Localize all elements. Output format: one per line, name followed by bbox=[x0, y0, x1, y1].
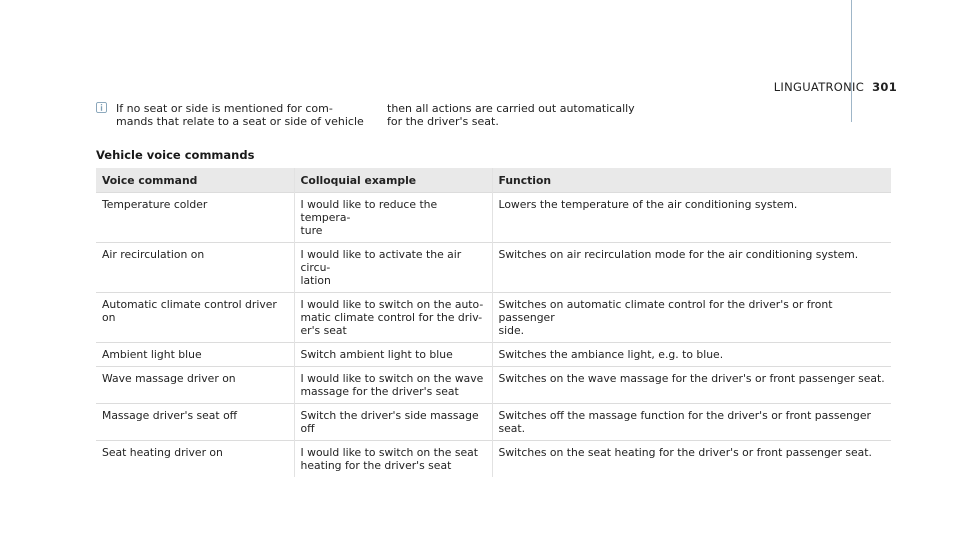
running-head-section: LINGUATRONIC bbox=[773, 80, 865, 94]
cell-function: Lowers the temperature of the air conditioning system. bbox=[492, 193, 891, 243]
column-header-colloquial-example: Colloquial example bbox=[294, 168, 492, 193]
cell-voice-command: Air recirculation on bbox=[96, 243, 294, 293]
cell-function: Switches the ambiance light, e.g. to blue. bbox=[492, 343, 891, 367]
cell-function: Switches off the massage function for the driver's or front passenger seat. bbox=[492, 404, 891, 441]
cell-function: Switches on the seat heating for the driver's or front passenger seat. bbox=[492, 441, 891, 478]
table-row bbox=[96, 441, 891, 478]
cell-voice-command: Ambient light blue bbox=[96, 343, 294, 367]
page-number: 301 bbox=[872, 80, 897, 94]
running-head bbox=[774, 80, 897, 94]
column-header-voice-command: Voice command bbox=[96, 168, 294, 193]
cell-function: Switches on air recirculation mode for the air conditioning system. bbox=[492, 243, 891, 293]
cell-colloquial-example: Switch the driver's side massage off bbox=[294, 404, 492, 441]
cell-voice-command: Seat heating driver on bbox=[96, 441, 294, 478]
table-row bbox=[96, 193, 891, 243]
cell-colloquial-example: I would like to switch on the wave massage for the driver's seat bbox=[294, 367, 492, 404]
cell-voice-command: Temperature colder bbox=[96, 193, 294, 243]
cell-voice-command: Automatic climate control driver on bbox=[96, 293, 294, 343]
cell-colloquial-example: I would like to activate the air circu- lation bbox=[294, 243, 492, 293]
cell-colloquial-example: I would like to switch on the auto- matic climate control for the driv- er's seat bbox=[294, 293, 492, 343]
table-row bbox=[96, 343, 891, 367]
cell-voice-command: Wave massage driver on bbox=[96, 367, 294, 404]
table-row bbox=[96, 367, 891, 404]
note-text-column-1: If no seat or side is mentioned for com- mands that relate to a seat or side of vehicle bbox=[116, 102, 364, 128]
table-header-row bbox=[96, 168, 891, 193]
cell-colloquial-example: I would like to switch on the seat heating for the driver's seat bbox=[294, 441, 492, 478]
header-vertical-rule bbox=[851, 0, 852, 122]
cell-colloquial-example: Switch ambient light to blue bbox=[294, 343, 492, 367]
column-header-function: Function bbox=[492, 168, 891, 193]
table-row bbox=[96, 243, 891, 293]
info-icon bbox=[96, 102, 107, 113]
table-row bbox=[96, 404, 891, 441]
cell-function: Switches on the wave massage for the driver's or front passenger seat. bbox=[492, 367, 891, 404]
note-text-column-2: then all actions are carried out automatically for the driver's seat. bbox=[387, 102, 635, 128]
cell-function: Switches on automatic climate control for the driver's or front passenger side. bbox=[492, 293, 891, 343]
cell-colloquial-example: I would like to reduce the tempera- ture bbox=[294, 193, 492, 243]
table-row bbox=[96, 293, 891, 343]
section-title: Vehicle voice commands bbox=[96, 148, 255, 162]
voice-commands-table bbox=[96, 168, 891, 477]
cell-voice-command: Massage driver's seat off bbox=[96, 404, 294, 441]
